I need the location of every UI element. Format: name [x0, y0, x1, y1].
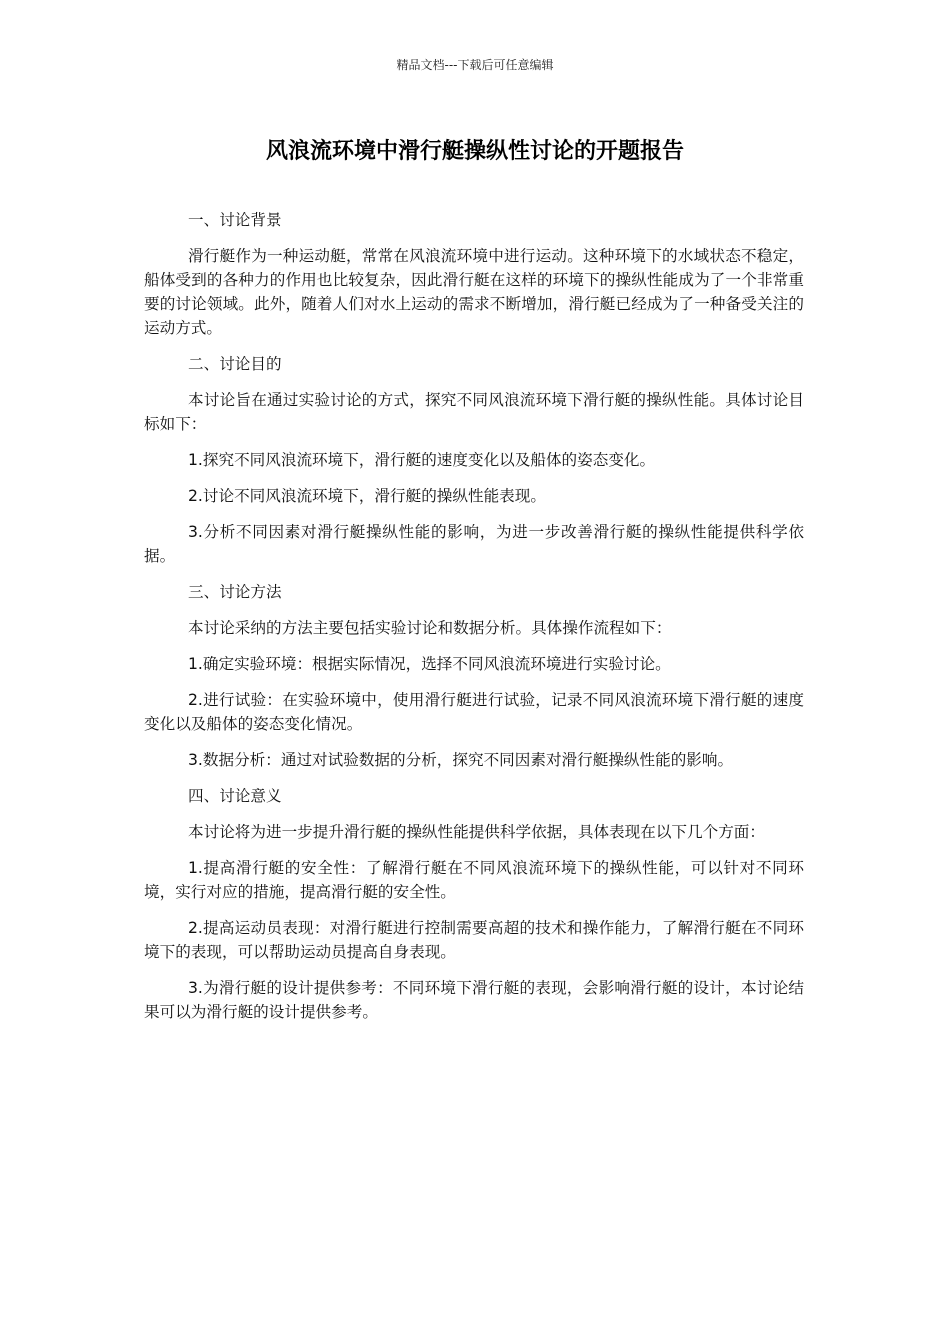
list-item: 3.数据分析：通过对试验数据的分析，探究不同因素对滑行艇操纵性能的影响。	[188, 751, 734, 769]
document-body	[144, 208, 804, 1036]
paragraph: 本讨论将为进一步提升滑行艇的操纵性能提供科学依据，具体表现在以下几个方面：	[188, 823, 765, 841]
list-item: 3.分析不同因素对滑行艇操纵性能的影响，为进一步改善滑行艇的操纵性能提供科学依据。	[144, 523, 804, 565]
paragraph: 滑行艇作为一种运动艇，常常在风浪流环境中进行运动。这种环境下的水域状态不稳定，船体受到的各种力的作用也比较复杂，因此滑行艇在这样的环境下的操纵性能成为了一个非常重要的讨论领域。此外，随着人们对水上运动的需求不断增加，滑行艇已经成为了一种备受关注的运动方式。	[144, 247, 804, 337]
page-header: 精品文档---下载后可任意编辑	[396, 58, 554, 72]
section-heading-significance: 四、讨论意义	[188, 787, 282, 805]
section-heading-purpose: 二、讨论目的	[188, 355, 282, 373]
list-item: 1.确定实验环境：根据实际情况，选择不同风浪流环境进行实验讨论。	[188, 655, 671, 673]
list-item: 1.提高滑行艇的安全性：了解滑行艇在不同风浪流环境下的操纵性能，可以针对不同环境，实行对应的措施，提高滑行艇的安全性。	[144, 859, 804, 901]
paragraph: 本讨论采纳的方法主要包括实验讨论和数据分析。具体操作流程如下：	[188, 619, 672, 637]
document-title: 风浪流环境中滑行艇操纵性讨论的开题报告	[265, 139, 684, 164]
list-item: 2.讨论不同风浪流环境下，滑行艇的操纵性能表现。	[188, 487, 546, 505]
list-item: 2.提高运动员表现：对滑行艇进行控制需要高超的技术和操作能力，了解滑行艇在不同环境下的表现，可以帮助运动员提高自身表现。	[144, 919, 804, 961]
section-heading-background: 一、讨论背景	[188, 211, 282, 229]
paragraph: 本讨论旨在通过实验讨论的方式，探究不同风浪流环境下滑行艇的操纵性能。具体讨论目标如下：	[144, 391, 804, 433]
list-item: 2.进行试验：在实验环境中，使用滑行艇进行试验，记录不同风浪流环境下滑行艇的速度变化以及船体的姿态变化情况。	[144, 691, 804, 733]
list-item: 1.探究不同风浪流环境下，滑行艇的速度变化以及船体的姿态变化。	[188, 451, 656, 469]
section-heading-method: 三、讨论方法	[188, 583, 282, 601]
list-item: 3.为滑行艇的设计提供参考：不同环境下滑行艇的表现，会影响滑行艇的设计，本讨论结果可以为滑行艇的设计提供参考。	[144, 979, 804, 1021]
